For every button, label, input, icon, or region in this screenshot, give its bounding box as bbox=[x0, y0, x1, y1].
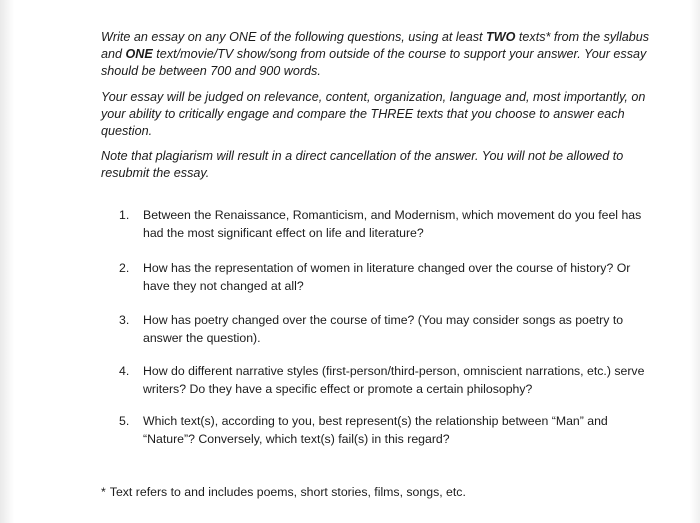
instruction-text: text/movie/TV show/song from outside of the course to support your answer. Your essay should be between 700 and 900 words. bbox=[101, 47, 647, 78]
emphasis-one: ONE bbox=[125, 47, 153, 61]
emphasis-two: TWO bbox=[486, 30, 516, 44]
question-number: 4. bbox=[119, 364, 130, 378]
question-number: 1. bbox=[119, 208, 130, 222]
question-text: How has poetry changed over the course of time? (You may consider songs as poetry to answer the question). bbox=[143, 313, 624, 345]
question-number: 3. bbox=[119, 313, 130, 327]
footnote-text: Text refers to and includes poems, short stories, films, songs, etc. bbox=[109, 485, 466, 499]
page-edge-shadow-right bbox=[690, 0, 700, 523]
question-text: How has the representation of women in literature changed over the course of history? Or have they not changed at all? bbox=[143, 261, 631, 293]
footnote bbox=[101, 484, 661, 501]
question-number: 5. bbox=[119, 414, 130, 428]
instruction-paragraph-3: Note that plagiarism will result in a direct cancellation of the answer. You will not be allowed to resubmit the essay. bbox=[101, 149, 624, 180]
instruction-text: texts* from the syllabus and bbox=[101, 30, 650, 61]
question-number: 2. bbox=[119, 261, 130, 275]
question-text: Which text(s), according to you, best represent(s) the relationship between “Man” and “Nature”? Conversely, which text(s) fail(s) in this regard? bbox=[143, 414, 608, 446]
instruction-text: Write an essay on any ONE of the following questions, using at least bbox=[101, 30, 487, 44]
question-text: How do different narrative styles (first-person/third-person, omniscient narrations, etc.) serve writers? Do they have a specific effect or promote a certain philosophy? bbox=[143, 364, 645, 396]
page-edge-shadow-left bbox=[0, 0, 14, 523]
instruction-paragraph-1 bbox=[101, 29, 661, 80]
footnote-marker: * bbox=[101, 485, 106, 499]
question-text: Between the Renaissance, Romanticism, and Modernism, which movement do you feel has had the most significant effect on life and literature? bbox=[143, 208, 642, 240]
instruction-paragraph-2: Your essay will be judged on relevance, content, organization, language and, most importantly, on your ability to critically engage and compare the THREE texts that you choose to answer each question. bbox=[101, 90, 646, 138]
